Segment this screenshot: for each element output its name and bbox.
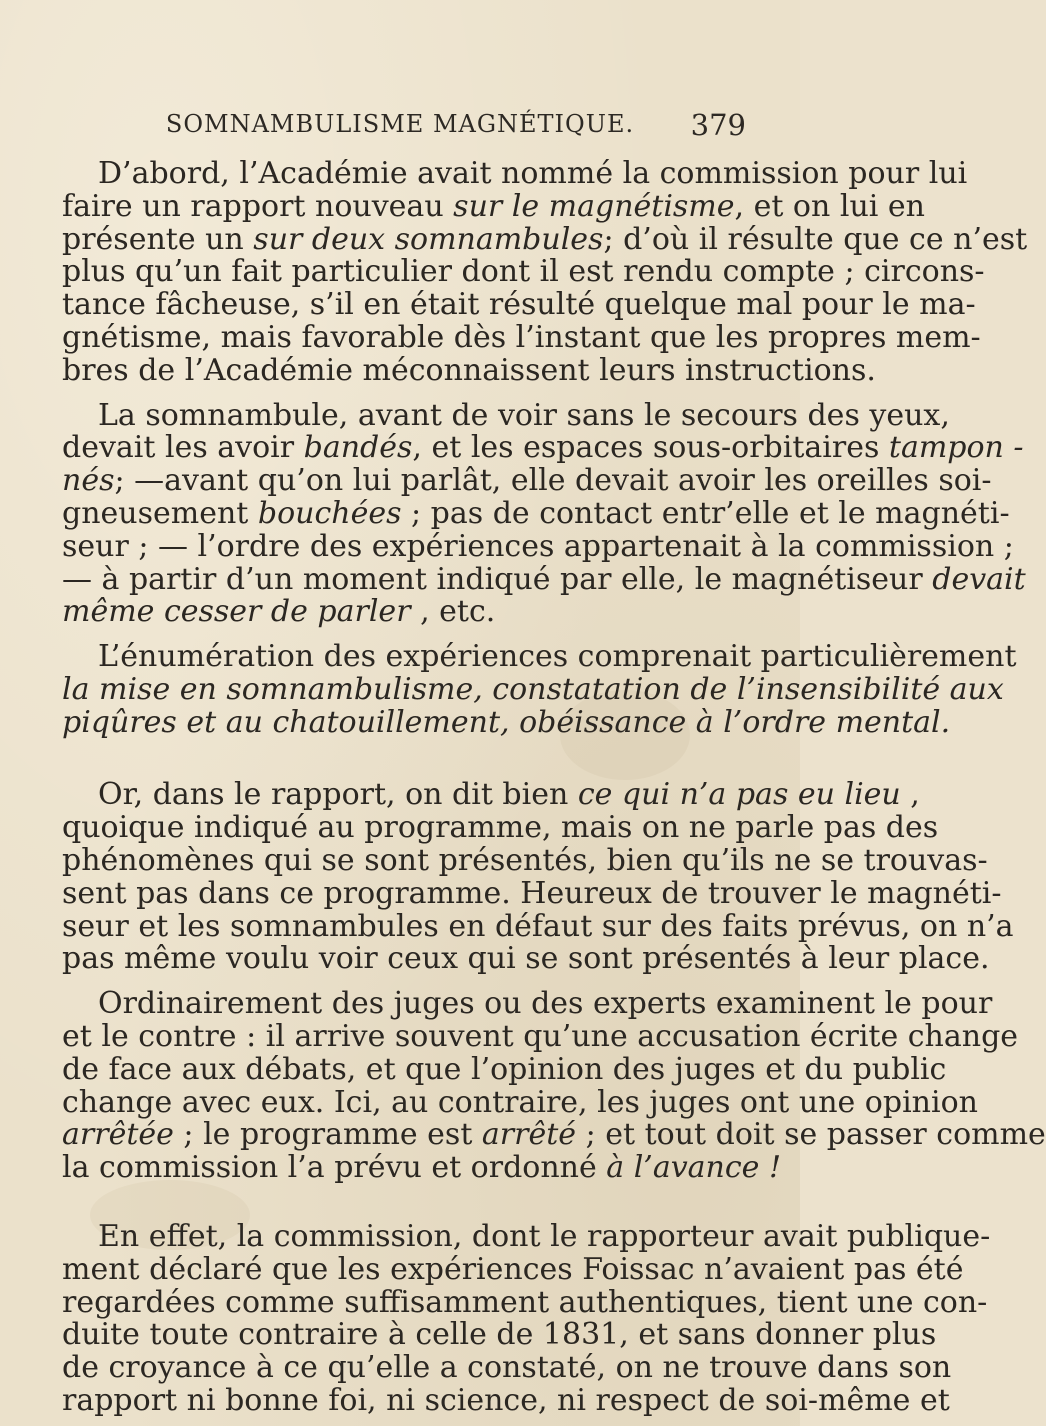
page-number: 379	[690, 108, 746, 142]
text-line: tance fâcheuse, s’il en était résulté quelque mal pour le ma-	[62, 287, 976, 322]
text-line: faire un rapport nouveau sur le magnétisme, et on lui en	[62, 189, 925, 224]
text-line: nés; —avant qu’on lui parlât, elle devait avoir les oreilles soi-	[62, 463, 992, 498]
text-line: présente un sur deux somnambules; d’où il résulte que ce n’est	[62, 222, 1028, 257]
text-line: Or, dans le rapport, on dit bien ce qui n’a pas eu lieu ,	[98, 777, 920, 812]
text-line: gneusement bouchées ; pas de contact entr’elle et le magnéti-	[62, 496, 1010, 531]
text-line: La somnambule, avant de voir sans le secours des yeux,	[98, 398, 950, 433]
text-line: D’abord, l’Académie avait nommé la commission pour lui	[98, 156, 968, 191]
running-title: SOMNAMBULISME MAGNÉTIQUE.	[165, 110, 635, 138]
text-line: la mise en somnambulisme, constatation de l’insensibilité aux	[62, 672, 1004, 707]
text-line: ment déclaré que les expériences Foissac n’avaient pas été	[62, 1252, 964, 1287]
text-line: gnétisme, mais favorable dès l’instant que les propres mem-	[62, 320, 981, 355]
text-line: phénomènes qui se sont présentés, bien qu’ils ne se trouvas-	[62, 843, 988, 878]
text-line: arrêtée ; le programme est arrêté ; et tout doit se passer comme	[62, 1117, 1046, 1152]
text-line: change avec eux. Ici, au contraire, les juges ont une opinion	[62, 1085, 978, 1120]
text-line: piqûres et au chatouillement, obéissance à l’ordre mental.	[62, 705, 951, 740]
text-line: bres de l’Académie méconnaissent leurs instructions.	[62, 353, 876, 388]
text-line: pas même voulu voir ceux qui se sont présentés à leur place.	[62, 941, 990, 976]
text-line: Ordinairement des juges ou des experts examinent le pour	[98, 986, 993, 1021]
text-line: quoique indiqué au programme, mais on ne parle pas des	[62, 810, 939, 845]
text-line: rapport ni bonne foi, ni science, ni respect de soi-même et	[62, 1383, 950, 1418]
text-line: et le contre : il arrive souvent qu’une accusation écrite change	[62, 1019, 1019, 1054]
text-line: duite toute contraire à celle de 1831, et sans donner plus	[62, 1317, 937, 1352]
text-line: la commission l’a prévu et ordonné à l’avance !	[62, 1150, 782, 1185]
text-line: plus qu’un fait particulier dont il est rendu compte ; circons-	[62, 254, 985, 289]
text-line: même cesser de parler , etc.	[62, 594, 496, 629]
text-line: — à partir d’un moment indiqué par elle, le magnétiseur devait	[62, 562, 1026, 597]
text-line: de croyance à ce qu’elle a constaté, on ne trouve dans son	[62, 1350, 952, 1385]
text-line: seur ; — l’ordre des expériences appartenait à la commission ;	[62, 529, 1014, 564]
text-line: seur et les somnambules en défaut sur des faits prévus, on n’a	[62, 909, 1014, 944]
text-line: devait les avoir bandés, et les espaces sous-orbitaires tampon -	[62, 430, 1024, 465]
text-line: sent pas dans ce programme. Heureux de trouver le magnéti-	[62, 876, 1002, 911]
text-line: de face aux débats, et que l’opinion des juges et du public	[62, 1052, 947, 1087]
running-head	[0, 108, 800, 148]
text-line: regardées comme suffisamment authentiques, tient une con-	[62, 1285, 988, 1320]
text-line: L’énumération des expériences comprenait particulièrement	[98, 639, 1017, 674]
text-line: En effet, la commission, dont le rapporteur avait publique-	[98, 1219, 991, 1254]
